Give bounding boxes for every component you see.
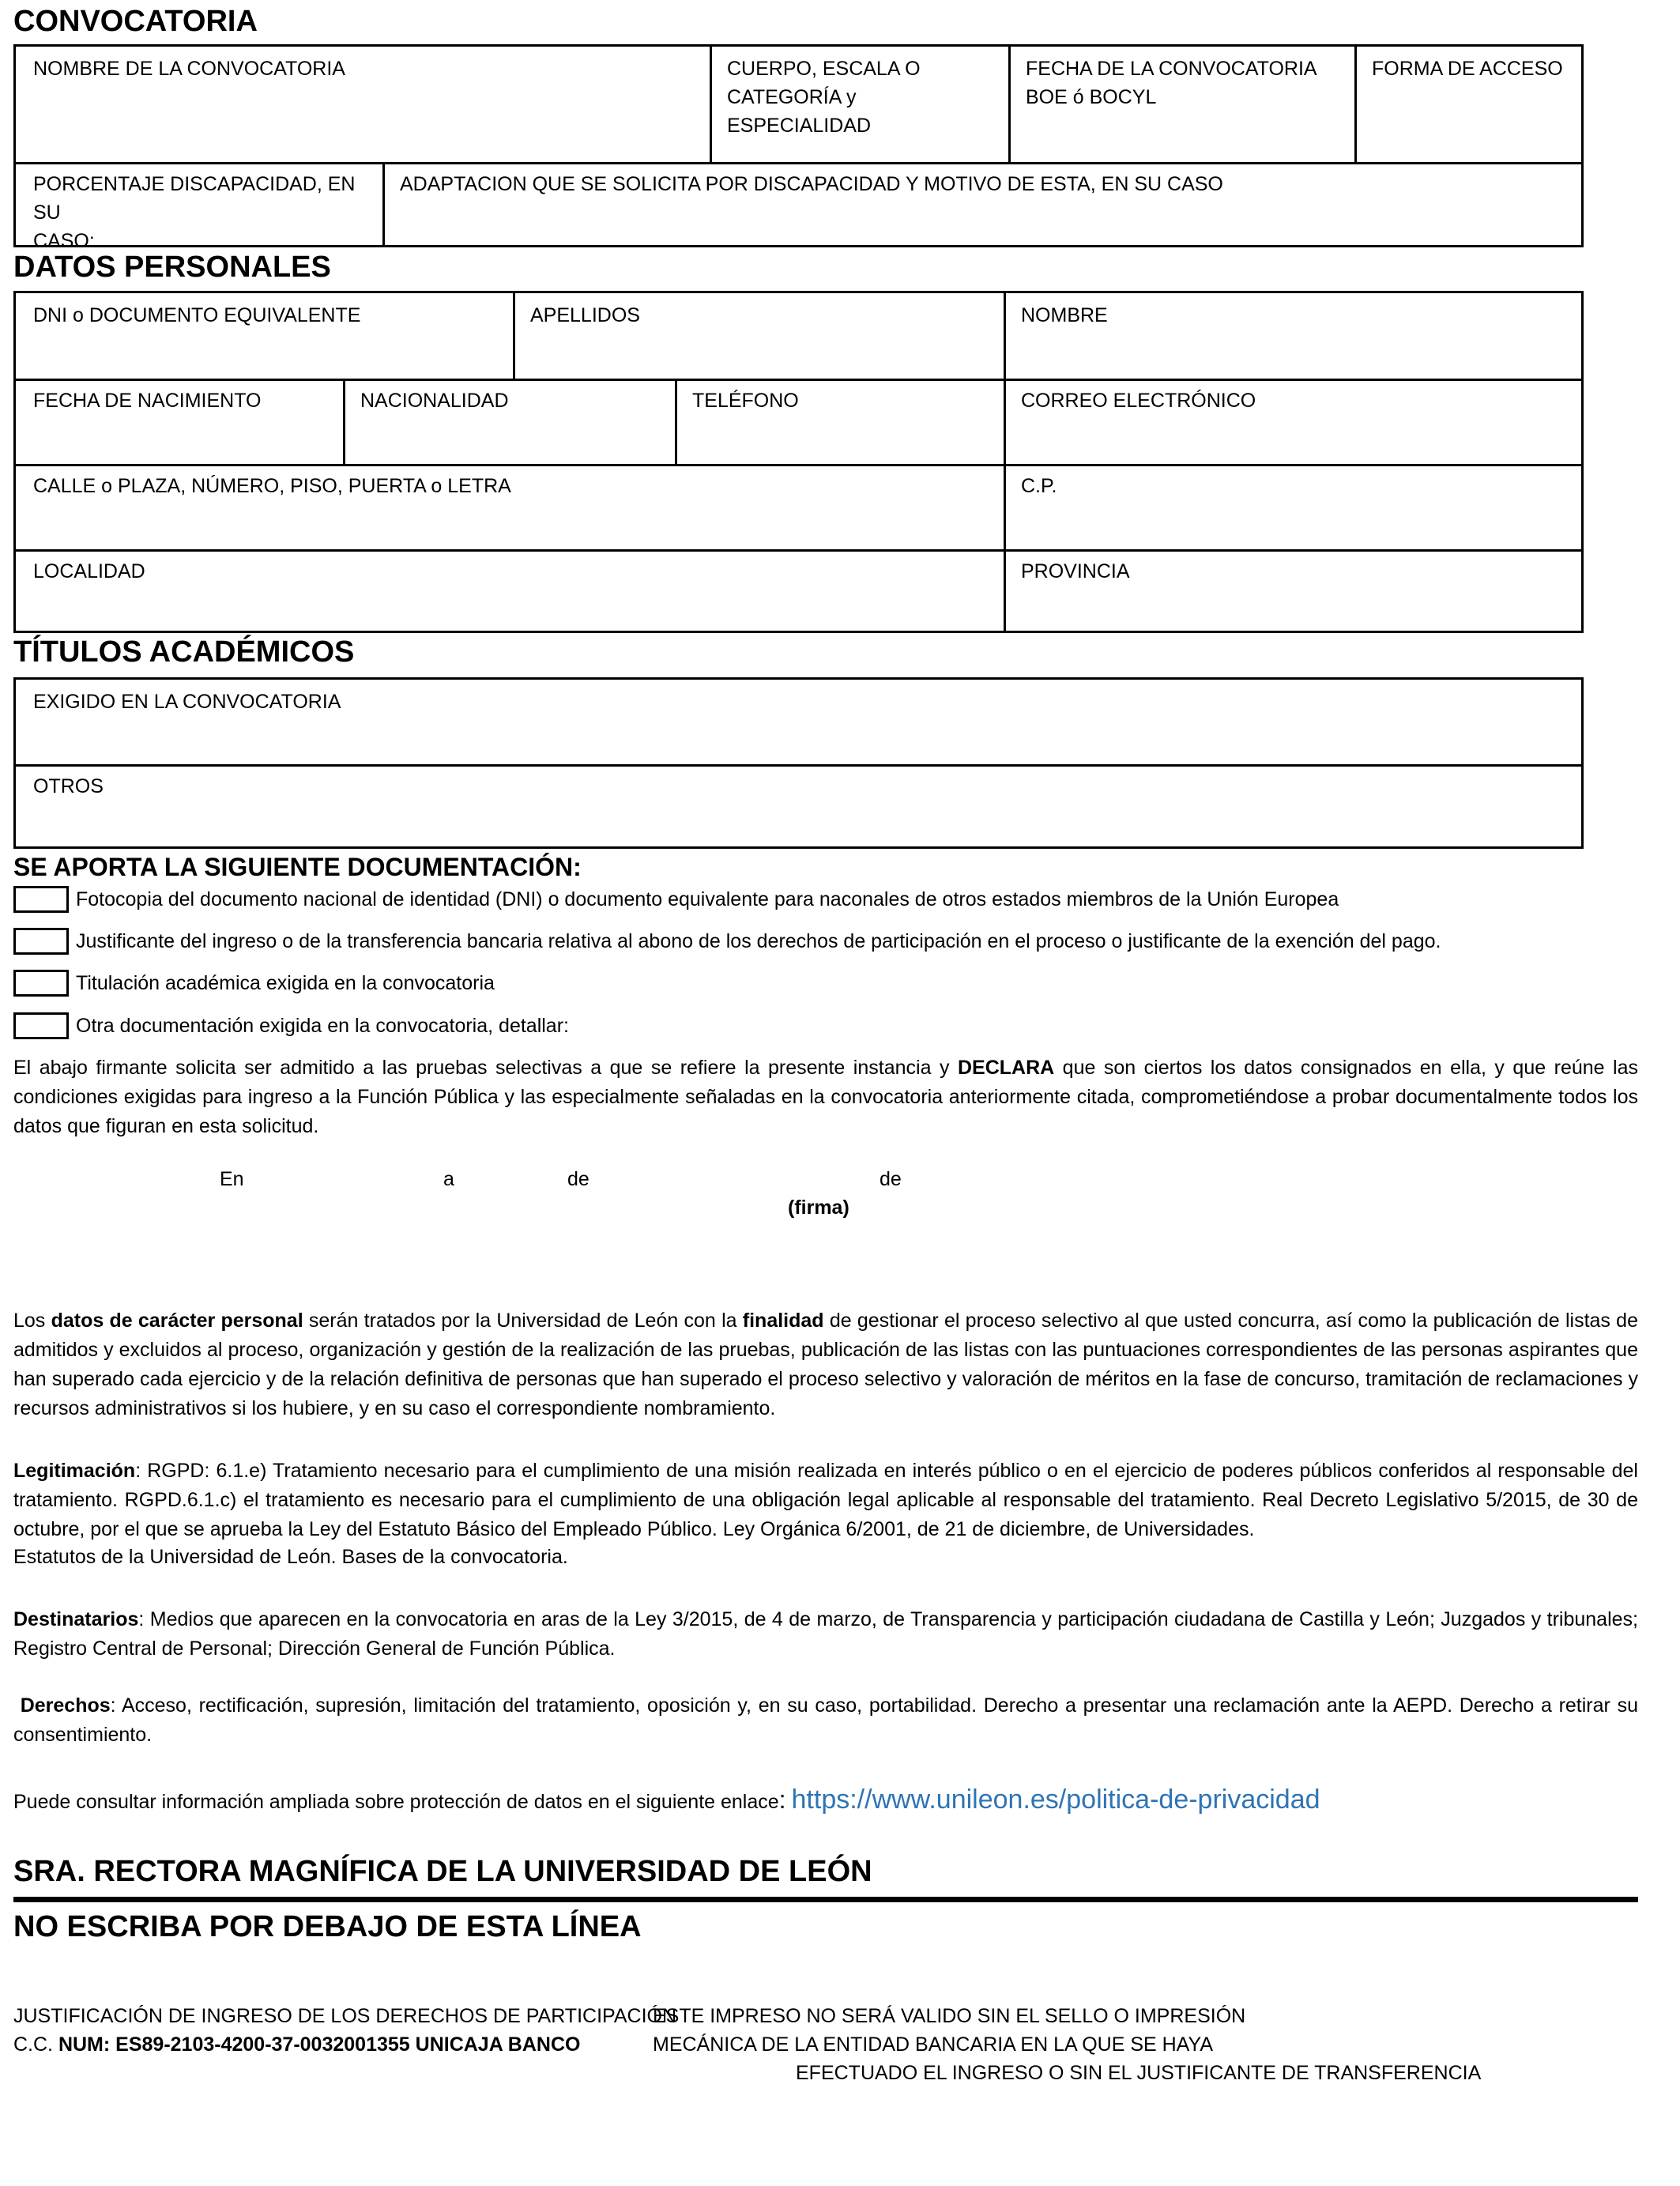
field-fecha-convocatoria[interactable] [1008, 47, 1354, 119]
derechos-text: Derechos: Acceso, rectificación, supresión, limitación del tratamiento, oposición y, en su caso, portabilidad. Derecho a presentar una reclamación ante la AEPD. Derecho a retirar su consentimiento. [13, 1694, 1638, 1746]
section-heading-documentacion: SE APORTA LA SIGUIENTE DOCUMENTACIÓN: [13, 853, 582, 881]
checkbox-justificante[interactable] [13, 928, 69, 955]
field-forma-acceso[interactable] [1354, 47, 1584, 91]
firma-label: (firma) [788, 1197, 849, 1219]
privacy-link[interactable]: https://www.unileon.es/politica-de-privacidad [791, 1785, 1320, 1815]
cuenta-corriente: C.C. NUM: ES89-2103-4200-37-0032001355 UNICAJA BANCO [13, 2033, 581, 2056]
divider-line [13, 1897, 1638, 1902]
field-label: EXIGIDO EN LA CONVOCATORIA [33, 691, 341, 713]
checkbox-titulacion[interactable] [13, 970, 69, 997]
field-label: DNI o DOCUMENTO EQUIVALENTE [33, 304, 361, 326]
field-label: PORCENTAJE DISCAPACIDAD, EN SU [33, 173, 356, 224]
firma-a: a [443, 1168, 454, 1190]
legitimacion-text: Legitimación: RGPD: 6.1.e) Tratamiento necesario para el cumplimiento de una misión realizada en interés público o en el ejercicio de poderes públicos conferidos al responsable del tratamiento. RGPD.6.1.c) el tratamiento es necesario para el cumplimiento de una obligación legal aplicable al responsable del tratamiento. Real Decreto Legislativo 5/2015, de 30 de octubre, por el que se aprueba la Ley del Estatuto Básico del Empleado Público. Ley Orgánica 6/2001, de 21 de diciembre, de Universidades. [13, 1460, 1638, 1540]
section-heading-datos-personales: DATOS PERSONALES [13, 251, 331, 284]
field-label: C.P. [1021, 475, 1057, 497]
field-apellidos[interactable] [513, 293, 1004, 337]
field-label: CORREO ELECTRÓNICO [1021, 390, 1256, 412]
field-cp[interactable] [1004, 464, 1584, 508]
legitimacion-text-2: Estatutos de la Universidad de León. Bases de la convocatoria. [13, 1546, 568, 1568]
checkbox-otra[interactable] [13, 1012, 69, 1039]
field-fecha-nacimiento[interactable] [16, 379, 343, 423]
field-label: FORMA DE ACCESO [1372, 58, 1563, 80]
destinatarios-text: Destinatarios: Medios que aparecen en la convocatoria en aras de la Ley 3/2015, de 4 de marzo, de Transparencia y participación ciudadana de Castilla y León; Juzgados y tribunales; Registro Central de Personal; Dirección General de Función Pública. [13, 1608, 1638, 1660]
field-label: CATEGORÍA y ESPECIALIDAD [727, 86, 872, 137]
checkbox-label-justificante: Justificante del ingreso o de la transferencia bancaria relativa al abono de los derechos de participación en el proceso o justificante de la exención del pago. [76, 930, 1441, 952]
field-correo[interactable] [1004, 379, 1584, 423]
field-label: FECHA DE LA CONVOCATORIA [1026, 58, 1317, 80]
field-label: ADAPTACION QUE SE SOLICITA POR DISCAPACIDAD Y MOTIVO DE ESTA, EN SU CASO [400, 173, 1223, 195]
field-nacionalidad[interactable] [343, 379, 675, 423]
field-label: LOCALIDAD [33, 560, 145, 582]
consulta-text: Puede consultar información ampliada sobre protección de datos en el siguiente enlace: https://www.unileon.es/politica-de-privacidad [13, 1785, 1320, 1815]
field-titulo-exigido[interactable] [16, 680, 1584, 724]
field-label: NOMBRE [1021, 304, 1108, 326]
field-calle[interactable] [16, 464, 1004, 508]
field-telefono[interactable] [675, 379, 1004, 423]
field-titulo-otros[interactable] [16, 764, 1584, 808]
field-localidad[interactable] [16, 549, 1004, 594]
field-label: NACIONALIDAD [360, 390, 509, 412]
rectora-heading: SRA. RECTORA MAGNÍFICA DE LA UNIVERSIDAD DE LEÓN [13, 1855, 872, 1888]
field-label: TELÉFONO [692, 390, 799, 412]
field-label: NOMBRE DE LA CONVOCATORIA [33, 58, 345, 80]
checkbox-label-otra: Otra documentación exigida en la convocatoria, detallar: [76, 1015, 569, 1037]
field-label: CASO: [33, 230, 95, 252]
field-label: APELLIDOS [530, 304, 640, 326]
section-heading-convocatoria: CONVOCATORIA [13, 5, 258, 38]
field-dni[interactable] [16, 293, 513, 337]
datos-personales-table [13, 291, 1584, 633]
checkbox-label-dni: Fotocopia del documento nacional de identidad (DNI) o documento equivalente para naconales de otros estados miembros de la Unión Europea [76, 888, 1339, 910]
aviso-line-2: MECÁNICA DE LA ENTIDAD BANCARIA EN LA QUE SE HAYA [653, 2033, 1213, 2056]
field-label: OTROS [33, 775, 104, 797]
titulos-table [13, 677, 1584, 849]
field-label: FECHA DE NACIMIENTO [33, 390, 262, 412]
field-provincia[interactable] [1004, 549, 1584, 594]
firma-de: de [567, 1168, 590, 1190]
checkbox-label-titulacion: Titulación académica exigida en la convocatoria [76, 972, 495, 994]
justificacion-label: JUSTIFICACIÓN DE INGRESO DE LOS DERECHOS DE PARTICIPACIÓN [13, 2005, 677, 2027]
firma-de-year: de [880, 1168, 902, 1190]
field-adaptacion[interactable] [382, 162, 1584, 206]
field-label: BOE ó BOCYL [1026, 86, 1157, 108]
declaracion-text: El abajo firmante solicita ser admitido a las pruebas selectivas a que se refiere la presente instancia y DECLARA que son ciertos los datos consignados en ella, y que reúne las condiciones exigidas para ingreso a la Función Pública y las especialmente señaladas en la convocatoria anteriormente citada, comprometiéndose a probar documentalmente todos los datos que figuran en esta solicitud. [13, 1057, 1639, 1137]
checkbox-dni[interactable] [13, 886, 69, 913]
firma-en: En [220, 1168, 244, 1190]
field-label: PROVINCIA [1021, 560, 1130, 582]
field-nombre[interactable] [1004, 293, 1584, 337]
field-label: CUERPO, ESCALA O [727, 58, 921, 80]
aviso-line-1: ESTE IMPRESO NO SERÁ VALIDO SIN EL SELLO O IMPRESIÓN [653, 2005, 1246, 2027]
field-nombre-convocatoria[interactable] [16, 47, 710, 91]
section-heading-titulos: TÍTULOS ACADÉMICOS [13, 635, 355, 669]
field-label: CALLE o PLAZA, NÚMERO, PISO, PUERTA o LETRA [33, 475, 511, 497]
field-porcentaje-discapacidad[interactable] [16, 162, 382, 263]
convocatoria-table [13, 44, 1584, 252]
no-escriba-heading: NO ESCRIBA POR DEBAJO DE ESTA LÍNEA [13, 1910, 642, 1943]
proteccion-datos-text: Los datos de carácter personal serán tratados por la Universidad de León con la finalidad de gestionar el proceso selectivo al que usted concurra, así como la publicación de listas de admitidos y excluidos al proceso, organización y gestión de la realización de las pruebas, publicación de las listas con las puntuaciones correspondientes de las personas aspirantes que han superado cada ejercicio y de la relación definitiva de personas que han superado el proceso selectivo y valoración de méritos en la fase de concurso, tramitación de reclamaciones y recursos administrativos si los hubiere, y en su caso el correspondiente nombramiento. [13, 1310, 1638, 1419]
field-cuerpo-escala[interactable] [710, 47, 1008, 148]
aviso-line-3: EFECTUADO EL INGRESO O SIN EL JUSTIFICANTE DE TRANSFERENCIA [796, 2062, 1482, 2084]
